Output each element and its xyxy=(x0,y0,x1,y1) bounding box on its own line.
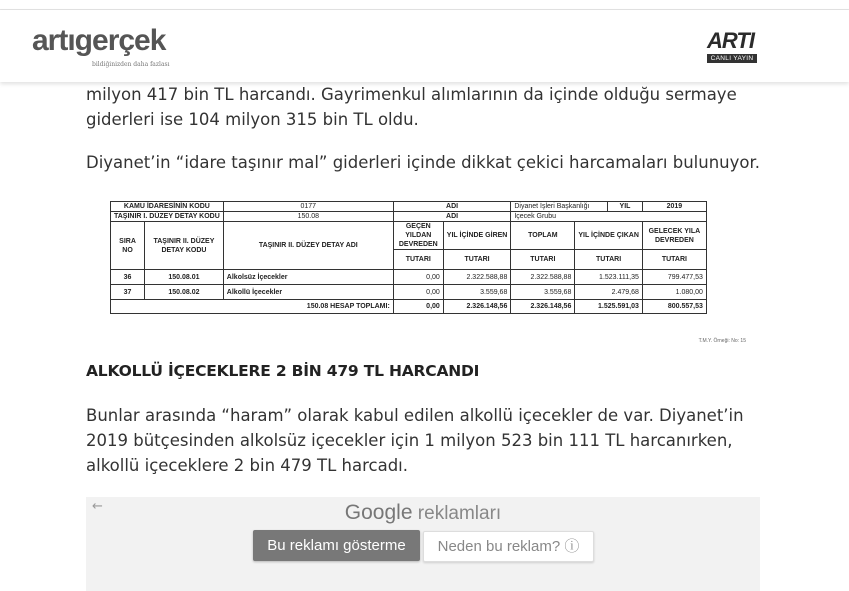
table-row xyxy=(111,270,707,285)
table-cell: 800.557,53 xyxy=(642,300,706,314)
table-cell: 1.080,00 xyxy=(642,285,706,300)
article-paragraph: Diyanet’in “idare taşınır mal” giderleri içinde dikkat çekici harcamaları bulunuyor. xyxy=(86,153,760,172)
table-cell: İçecek Grubu xyxy=(511,212,707,222)
table-cell: 2019 xyxy=(642,202,706,212)
table-cell: ADI xyxy=(393,212,511,222)
table-header-cell: TUTARI xyxy=(443,250,511,270)
table-header-cell: SIRA NO xyxy=(111,222,145,270)
table-cell: 0177 xyxy=(223,202,393,212)
table-cell: 0,00 xyxy=(393,285,443,300)
table-header-cell: TUTARI xyxy=(575,250,643,270)
table-cell: 2.322.588,88 xyxy=(443,270,511,285)
table-cell: 2.479,68 xyxy=(575,285,643,300)
table-cell: YIL xyxy=(608,202,643,212)
table-header-cell: YIL İÇİNDE ÇIKAN xyxy=(575,222,643,250)
table-cell: Diyanet İşleri Başkanlığı xyxy=(511,202,608,212)
site-logo[interactable] xyxy=(32,24,182,78)
table-cell: 0,00 xyxy=(393,270,443,285)
table-cell: 1.525.591,03 xyxy=(575,300,643,314)
expense-table xyxy=(110,201,707,314)
stop-seeing-ad-button[interactable]: Bu reklamı gösterme xyxy=(253,530,420,561)
table-row xyxy=(111,222,707,250)
table-header-cell: TAŞINIR II. DÜZEY DETAY ADI xyxy=(223,222,393,270)
table-row xyxy=(111,202,707,212)
table-header-cell: TUTARI xyxy=(393,250,443,270)
table-cell: 0,00 xyxy=(393,300,443,314)
table-cell: 2.326.148,56 xyxy=(511,300,575,314)
document-table-image xyxy=(108,200,750,345)
table-row xyxy=(111,212,707,222)
table-cell: 2.322.588,88 xyxy=(511,270,575,285)
table-cell: KAMU İDARESİNİN KODU xyxy=(111,202,224,212)
article-paragraph: milyon 417 bin TL harcandı. Gayrimenkul alımlarının da içinde olduğu sermaye giderleri ise 104 milyon 315 bin TL oldu. xyxy=(86,85,737,129)
table-cell: 799.477,53 xyxy=(642,270,706,285)
table-cell: 1.523.111,35 xyxy=(575,270,643,285)
table-header-cell: GELECEK YILA DEVREDEN xyxy=(642,222,706,250)
article-paragraph: Bunlar arasında “haram” olarak kabul edilen alkollü içecekler de var. Diyanet’in 2019 bütçesinden alkolsüz içecekler için 1 milyon 523 bin 111 TL harcanırken, alkollü içeceklere 2 bin 479 TL harcadı. xyxy=(86,406,744,475)
top-bar xyxy=(0,0,849,10)
table-cell: TAŞINIR I. DÜZEY DETAY KODU xyxy=(111,212,224,222)
section-heading: ALKOLLÜ İÇECEKLERE 2 BİN 479 TL HARCANDI xyxy=(86,362,480,380)
table-header-cell: GEÇEN YILDAN DEVREDEN xyxy=(393,222,443,250)
table-cell: 3.559,68 xyxy=(443,285,511,300)
table-row xyxy=(111,285,707,300)
why-this-ad-button[interactable]: Neden bu reklam? ⓘ xyxy=(423,531,594,562)
table-row xyxy=(111,300,707,314)
table-cell: 37 xyxy=(111,285,145,300)
table-header-cell: TUTARI xyxy=(511,250,575,270)
site-logo-text: artıgerçek xyxy=(32,24,166,57)
back-arrow-icon[interactable]: ← xyxy=(92,499,103,514)
table-cell: 150.08 xyxy=(223,212,393,222)
site-header xyxy=(0,10,849,82)
document-footnote: T.M.Y. Örneği: No: 15 xyxy=(698,338,746,344)
table-cell: 2.326.148,56 xyxy=(443,300,511,314)
table-cell: Alkollü İçecekler xyxy=(223,285,393,300)
table-cell: Alkolsüz İçecekler xyxy=(223,270,393,285)
ad-title xyxy=(86,501,760,525)
table-header-cell: YIL İÇİNDE GİREN xyxy=(443,222,511,250)
table-cell: 150.08 HESAP TOPLAMI: xyxy=(111,300,394,314)
live-tv-logo[interactable] xyxy=(707,28,759,66)
table-header-cell: TOPLAM xyxy=(511,222,575,250)
site-logo-tagline: bildiğinizden daha fazlası xyxy=(92,61,170,68)
ad-title-text: reklamları xyxy=(417,503,502,524)
table-cell: 3.559,68 xyxy=(511,285,575,300)
live-badge: CANLI YAYIN xyxy=(707,54,757,63)
table-header-cell: TUTARI xyxy=(642,250,706,270)
table-cell: 150.08.01 xyxy=(145,270,224,285)
google-logo: Google xyxy=(344,501,413,524)
google-ad-panel xyxy=(86,497,760,591)
live-tv-logo-text: ARTI xyxy=(707,28,754,53)
table-cell: 150.08.02 xyxy=(145,285,224,300)
table-cell: 36 xyxy=(111,270,145,285)
table-cell: ADI xyxy=(393,202,511,212)
table-header-cell: TAŞINIR II. DÜZEY DETAY KODU xyxy=(145,222,224,270)
